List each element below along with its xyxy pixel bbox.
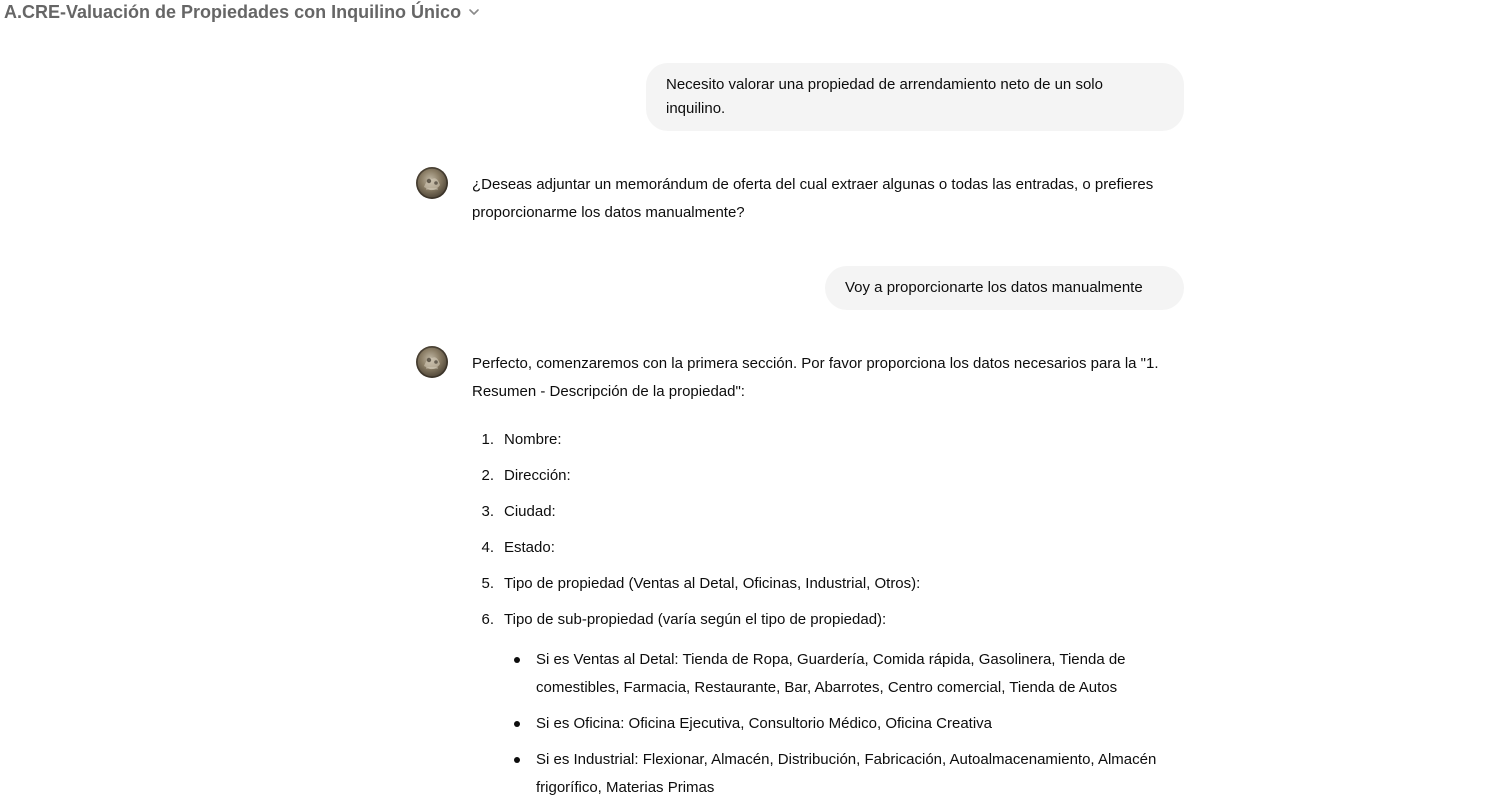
user-message-text: Voy a proporcionarte los datos manualmente xyxy=(845,279,1143,296)
gpt-title-dropdown[interactable] xyxy=(4,0,481,24)
assistant-intro-text: Perfecto, comenzaremos con la primera sección. Por favor proporciona los datos necesarios para la "1. Resumen - Descripción de la propiedad": xyxy=(472,355,1159,400)
assistant-message-text: ¿Deseas adjuntar un memorándum de oferta del cual extraer algunas o todas las entradas, o prefieres proporcionarme los datos manualmente? xyxy=(472,176,1154,221)
list-item xyxy=(472,570,1184,598)
assistant-message xyxy=(472,171,1184,227)
list-number: 1. xyxy=(481,431,494,448)
property-fields-list xyxy=(472,426,1184,802)
list-item xyxy=(472,498,1184,526)
list-item-text: Tipo de propiedad (Ventas al Detal, Oficinas, Industrial, Otros): xyxy=(504,575,921,592)
list-item-text: Estado: xyxy=(504,539,555,556)
list-item xyxy=(472,426,1184,454)
sub-property-types-list xyxy=(504,646,1184,802)
assistant-avatar xyxy=(416,167,448,199)
bullet-item: Si es Ventas al Detal: Tienda de Ropa, Guardería, Comida rápida, Gasolinera, Tienda de comestibles, Farmacia, Restaurante, Bar, Abarrotes, Centro comercial, Tienda de Autos xyxy=(504,646,1184,702)
list-number: 3. xyxy=(481,503,494,520)
list-item xyxy=(472,606,1184,802)
list-item-text: Tipo de sub-propiedad (varía según el tipo de propiedad): xyxy=(504,611,887,628)
list-item xyxy=(472,462,1184,490)
user-message-bubble xyxy=(646,63,1184,131)
list-item-text: Nombre: xyxy=(504,431,562,448)
list-item-text: Dirección: xyxy=(504,467,571,484)
list-number: 2. xyxy=(481,467,494,484)
list-number: 6. xyxy=(481,611,494,628)
assistant-avatar xyxy=(416,346,448,378)
user-message-text: Necesito valorar una propiedad de arrendamiento neto de un solo inquilino. xyxy=(666,76,1103,117)
list-number: 5. xyxy=(481,575,494,592)
assistant-message xyxy=(472,350,1184,810)
list-number: 4. xyxy=(481,539,494,556)
page-title: A.CRE-Valuación de Propiedades con Inquilino Único xyxy=(4,1,462,22)
bullet-item: Si es Industrial: Flexionar, Almacén, Distribución, Fabricación, Autoalmacenamiento, Almacén frigorífico, Materias Primas xyxy=(504,746,1184,802)
list-item xyxy=(472,534,1184,562)
bullet-item: Si es Oficina: Oficina Ejecutiva, Consultorio Médico, Oficina Creativa xyxy=(504,710,1184,738)
user-message-bubble xyxy=(825,266,1184,310)
chevron-down-icon xyxy=(467,5,481,19)
list-item-text: Ciudad: xyxy=(504,503,556,520)
